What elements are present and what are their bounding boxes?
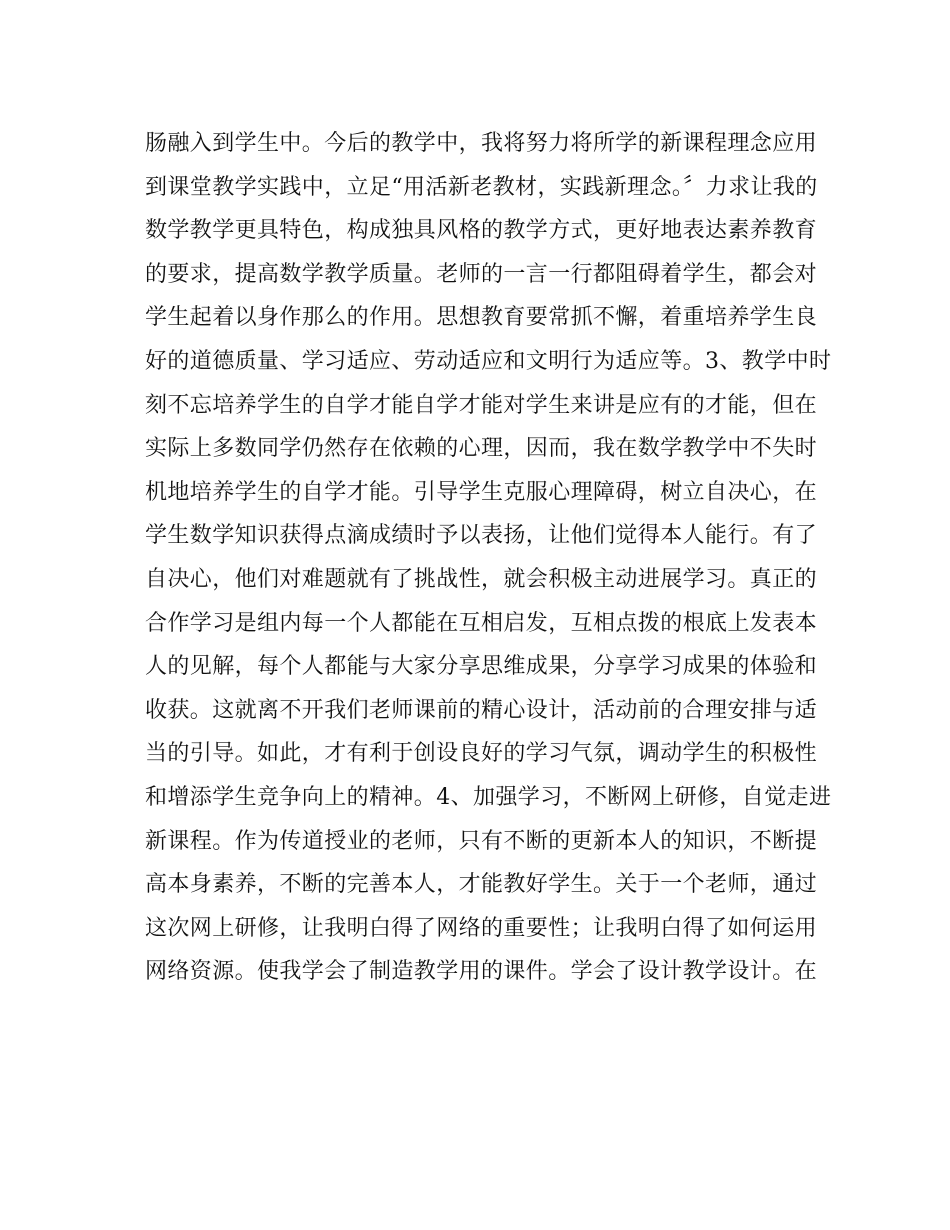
text-line-14: 收获。这就离不开我们老师课前的精心设计，活动前的合理安排与适 [145,697,818,723]
text-line-1: 肠融入到学生中。今后的教学中，我将努力将所学的新课程理念应用 [145,131,818,156]
text-line-9: 机地培养学生的自学才能。引导学生克服心理障碍，树立自决心，在 [145,479,818,505]
text-line-17: 新课程。作为传道授业的老师，只有不断的更新本人的知识，不断提 [145,828,818,854]
text-line-13: 人的见解，每个人都能与大家分享思维成果，分享学习成果的体验和 [145,654,818,680]
text-line-7: 刻不忘培养学生的自学才能自学才能对学生来讲是应有的才能，但在 [145,392,818,418]
text-line-8: 实际上多数同学仍然存在依赖的心理，因而，我在数学教学中不失时 [145,436,818,462]
body-text [145,122,832,994]
text-line-6: 好的道德质量、学习适应、劳动适应和文明行为适应等。3、教学中时 [145,348,832,374]
text-line-11: 自决心，他们对难题就有了挑战性，就会积极主动进展学习。真正的 [145,566,818,592]
text-line-2: 到课堂教学实践中，立足“用活新老教材，实践新理念。〞力求让我的 [145,174,818,200]
text-line-4: 的要求，提高数学教学质量。老师的一言一行都阻碍着学生，都会对 [145,261,818,287]
text-line-15: 当的引导。如此，才有利于创设良好的学习气氛，调动学生的积极性 [145,741,818,767]
text-line-3: 数学教学更具特色，构成独具风格的教学方式，更好地表达素养教育 [145,218,818,244]
text-line-16: 和增添学生竞争向上的精神。4、加强学习，不断网上研修，自觉走进 [145,784,832,810]
text-line-19: 这次网上研修，让我明白得了网络的重要性；让我明白得了如何运用 [145,915,818,941]
text-line-18: 高本身素养，不断的完善本人，才能教好学生。关于一个老师，通过 [145,872,818,898]
text-line-10: 学生数学知识获得点滴成绩时予以表扬，让他们觉得本人能行。有了 [145,523,818,549]
text-line-20: 网络资源。使我学会了制造教学用的课件。学会了设计教学设计。在 [145,959,818,985]
text-line-5: 学生起着以身作那么的作用。思想教育要常抓不懈，着重培养学生良 [145,305,818,331]
text-line-12: 合作学习是组内每一个人都能在互相启发，互相点拨的根底上发表本 [145,610,818,636]
